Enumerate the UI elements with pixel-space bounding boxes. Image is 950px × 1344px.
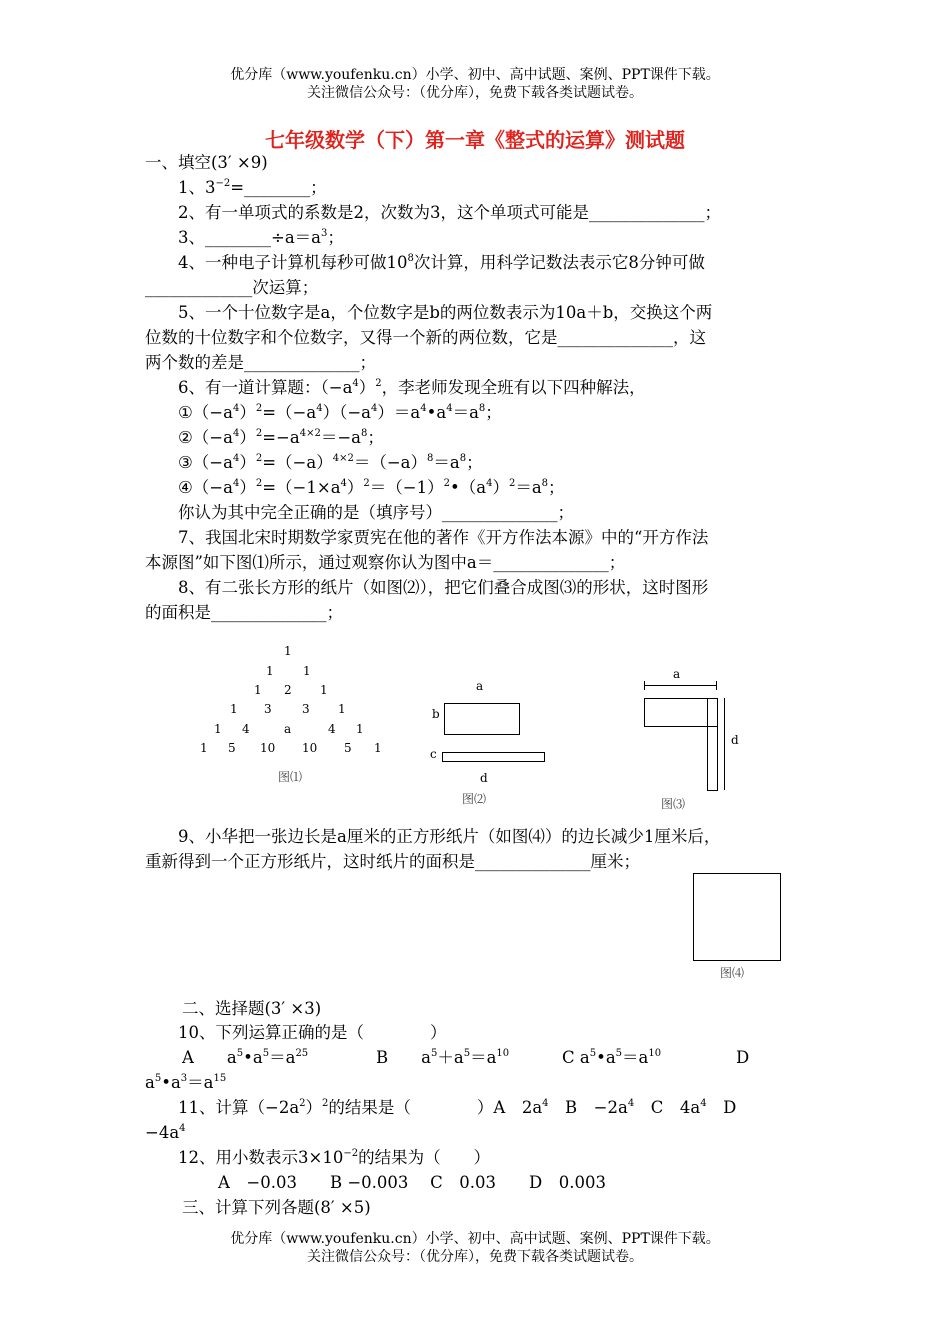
question-11-line-2: $-4a^4$ — [145, 1123, 186, 1142]
tri-cell: 1 — [266, 664, 274, 678]
label-d: d — [731, 733, 739, 747]
tri-cell: 1 — [230, 702, 238, 716]
question-6-ask: 你认为其中完全正确的是（填序号）______________； — [178, 503, 574, 522]
question-5: 5、一个十位数字是a，个位数字是b的两位数表示为10a＋b，交换这个两 — [178, 303, 713, 322]
dimension-line-a — [644, 685, 716, 686]
tri-cell: 2 — [284, 683, 292, 697]
question-10: 10、下列运算正确的是（ ） — [178, 1023, 447, 1042]
label-a: a — [476, 679, 484, 693]
tri-cell: 1 — [374, 741, 382, 755]
question-1: 1、$3^{-2}=\_\_\_\_\_\_\_\_$； — [178, 178, 327, 197]
header-line-2: 关注微信公众号：（优分库），免费下载各类试题试卷。 — [307, 85, 643, 101]
question-8-line-2: 的面积是______________； — [145, 603, 343, 622]
dimension-tick — [716, 681, 717, 690]
question-8: 8、有二张长方形的纸片（如图⑵），把它们叠合成图⑶的形状，这时图形 — [178, 578, 709, 597]
question-10-option-b: B $a^5+a^5=a^{10}$ — [376, 1048, 510, 1067]
tri-cell: 1 — [356, 722, 364, 736]
rectangle-vertical — [707, 698, 718, 791]
dimension-line-d — [724, 698, 725, 790]
question-12: 12、用小数表示$3\times 10^{-2}$的结果为（ ） — [178, 1148, 491, 1167]
tri-cell-a: a — [284, 722, 292, 736]
tri-cell: 10 — [260, 741, 276, 755]
tri-cell: 4 — [328, 722, 336, 736]
tri-cell: 1 — [254, 683, 262, 697]
question-5-line-3: 两个数的差是______________； — [145, 353, 376, 372]
tri-cell: 4 — [242, 722, 250, 736]
rectangle-a-by-b — [444, 703, 520, 735]
section-calculation: 三、计算下列各题(8′ ×5) — [182, 1198, 371, 1217]
footer-line-1: 优分库（www.youfenku.cn）小学、初中、高中试题、案例、PPT课件下载。 — [230, 1231, 720, 1247]
tri-cell: 1 — [338, 702, 346, 716]
rectangle-c-by-d — [442, 752, 545, 762]
method-4: $④(-a^4)^2=(-1\times a^4)^2=(-1)^2•(a^4)^2=a^8$； — [178, 478, 565, 497]
tri-cell: 3 — [302, 702, 310, 716]
tri-cell: 3 — [264, 702, 272, 716]
figure-2-rectangles — [420, 675, 560, 815]
figure-1-pascal-triangle — [190, 640, 400, 790]
figure-3-overlap — [635, 665, 750, 815]
dimension-tick — [644, 681, 645, 690]
tri-cell: 1 — [320, 683, 328, 697]
question-10-option-d: D — [736, 1048, 750, 1067]
question-7-line-2: 本源图”如下图⑴所示，通过观察你认为图中a＝______________； — [145, 553, 626, 572]
method-2: $②(-a^4)^2=-a^{4\times 2}=-a^8$； — [178, 428, 384, 447]
question-9-line-2: 重新得到一个正方形纸片，这时纸片的面积是______________厘米； — [145, 852, 640, 871]
question-10-option-c: C $a^5•a^5=a^{10}$ — [562, 1048, 662, 1067]
figure-1-caption: 图⑴ — [278, 770, 303, 784]
method-1: $①(-a^4)^2=(-a^4)(-a^4)=a^4•a^4=a^8$； — [178, 403, 502, 422]
label-c: c — [430, 747, 437, 761]
header-line-1: 优分库（www.youfenku.cn）小学、初中、高中试题、案例、PPT课件下载。 — [230, 67, 720, 83]
question-2: 2、有一单项式的系数是2，次数为3，这个单项式可能是______________； — [178, 203, 721, 222]
label-a: a — [673, 667, 681, 681]
question-10-option-a: A $a^5•a^5=a^{25}$ — [182, 1048, 309, 1067]
figure-4-square — [690, 870, 785, 985]
tri-cell: 1 — [200, 741, 208, 755]
section-fill-blank: 一、填空(3′ ×9) — [145, 153, 268, 172]
question-5-line-2: 位数的十位数字和个位数字，又得一个新的两位数，它是______________，这 — [145, 328, 706, 347]
question-3: 3、$\_\_\_\_\_\_\_\_\div a=a^3$； — [178, 228, 344, 247]
question-6: 6、有一道计算题：$(-a^4)^2$，李老师发现全班有以下四种解法， — [178, 378, 646, 397]
figure-3-caption: 图⑶ — [661, 797, 686, 811]
tri-cell: 1 — [284, 644, 292, 658]
question-4: 4、一种电子计算机每秒可做$10^8$次计算，用科学记数法表示它8分钟可做 — [178, 253, 705, 272]
question-11: 11、计算$(-2a^2)^2$的结果是（ ）A $2a^4$ B $-2a^4$ C $4a^4$ D — [178, 1098, 737, 1117]
tri-cell: 5 — [344, 741, 352, 755]
square — [693, 873, 781, 961]
figure-2-caption: 图⑵ — [462, 792, 487, 806]
tri-cell: 10 — [302, 741, 318, 755]
question-9: 9、小华把一张边长是a厘米的正方形纸片（如图⑷）的边长减少1厘米后， — [178, 827, 721, 846]
tri-cell: 1 — [303, 664, 311, 678]
question-4-line-2: _____________次运算； — [145, 278, 319, 297]
question-12-options: A −0.03 B −0.003 C 0.03 D 0.003 — [218, 1173, 606, 1192]
figure-4-caption: 图⑷ — [720, 966, 745, 980]
question-7: 7、我国北宋时期数学家贾宪在他的著作《开方作法本源》中的“开方作法 — [178, 528, 709, 547]
page-title: 七年级数学（下）第一章《整式的运算》测试题 — [265, 128, 685, 152]
section-multiple-choice: 二、选择题(3′ ×3) — [182, 999, 322, 1018]
footer-line-2: 关注微信公众号：（优分库），免费下载各类试题试卷。 — [307, 1249, 643, 1265]
label-b: b — [432, 707, 440, 721]
question-10-option-d-value: $a^5•a^3=a^{15}$ — [145, 1073, 227, 1092]
tri-cell: 1 — [214, 722, 222, 736]
tri-cell: 5 — [228, 741, 236, 755]
label-d: d — [480, 771, 488, 785]
method-3: $③(-a^4)^2=(-a)^{4\times 2}=(-a)^8=a^8$； — [178, 453, 483, 472]
